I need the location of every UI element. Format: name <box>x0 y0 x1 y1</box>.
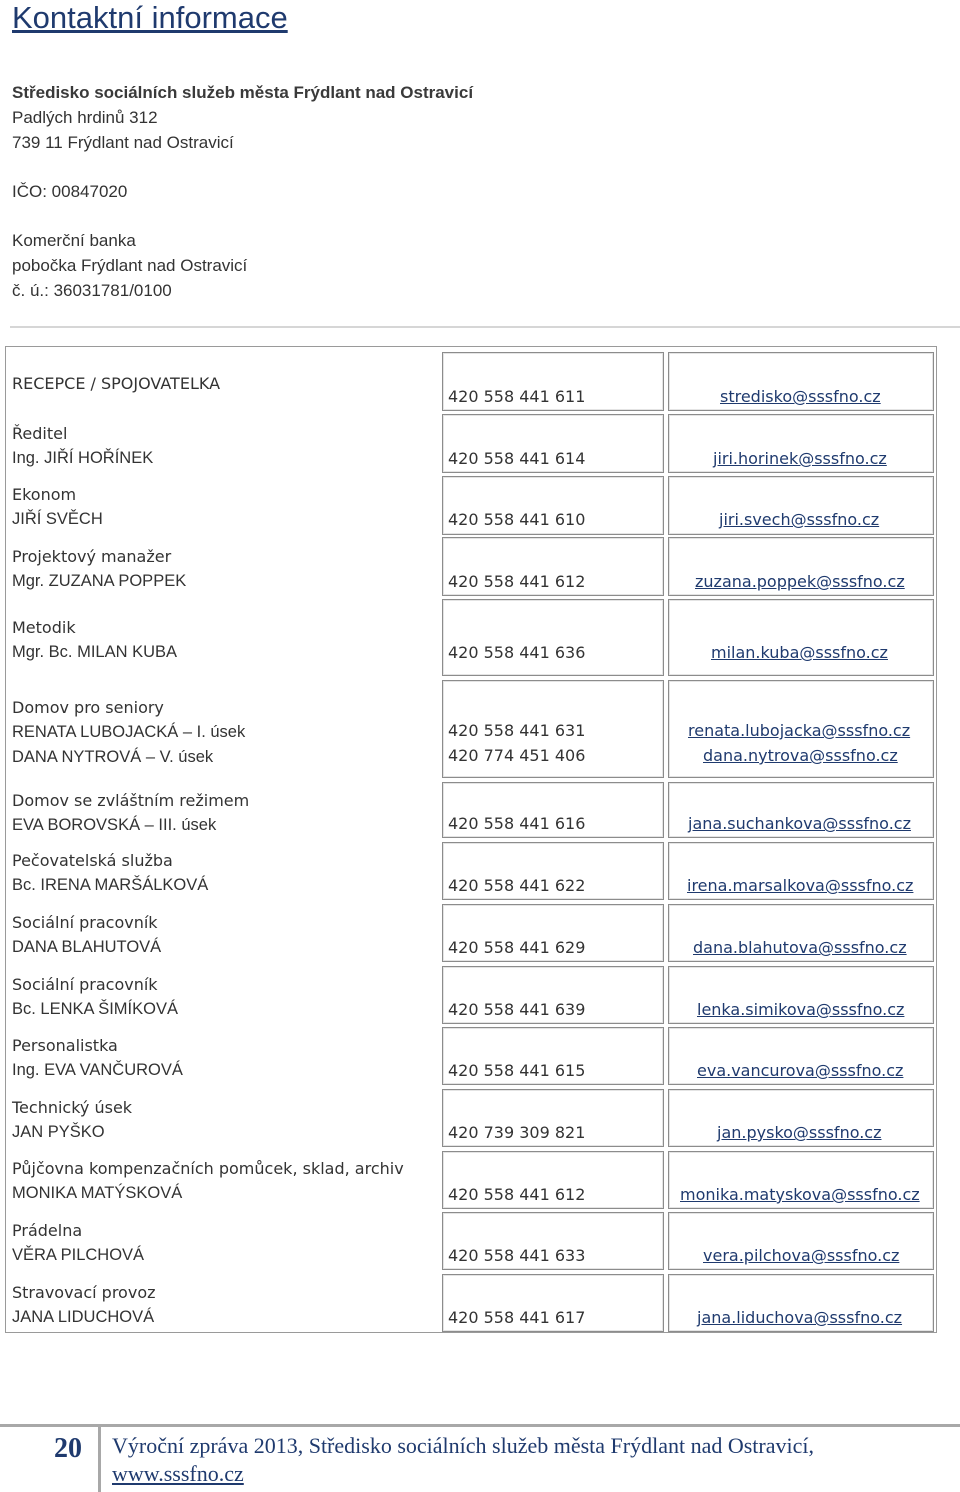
organization-city: 739 11 Frýdlant nad Ostravicí <box>12 133 234 152</box>
footer-divider <box>0 1424 960 1427</box>
table-row <box>12 615 177 665</box>
contact-name: JANA LIDUCHOVÁ <box>12 1308 155 1326</box>
contact-role: Personalistka <box>12 1036 118 1055</box>
contact-name: Mgr. Bc. MILAN KUBA <box>12 643 178 661</box>
footer-title: Výroční zpráva 2013, Středisko sociálních služeb města Frýdlant nad Ostravicí, <box>112 1433 814 1458</box>
contact-email[interactable]: milan.kuba@sssfno.cz <box>711 643 888 662</box>
contact-email[interactable]: jana.suchankova@sssfno.cz <box>688 814 911 833</box>
contact-phone: 420 558 441 610 <box>448 510 586 529</box>
contact-name: Ing. JIŘÍ HOŘÍNEK <box>12 449 154 467</box>
contact-email[interactable]: renata.lubojacka@sssfno.cz <box>688 721 911 740</box>
contact-phone: 420 558 441 615 <box>448 1061 586 1080</box>
table-row <box>12 1033 183 1083</box>
contact-name: VĚRA PILCHOVÁ <box>12 1246 145 1264</box>
contact-name: RENATA LUBOJACKÁ – I. úsek <box>12 723 246 741</box>
contact-phone: 420 774 451 406 <box>448 746 586 765</box>
table-row <box>12 1280 156 1330</box>
table-row <box>12 482 103 532</box>
contact-phone: 420 558 441 636 <box>448 643 586 662</box>
contact-role: Ředitel <box>12 424 68 443</box>
contact-email[interactable]: dana.nytrova@sssfno.cz <box>703 746 898 765</box>
contact-email[interactable]: jiri.horinek@sssfno.cz <box>713 449 887 468</box>
contact-phone: 420 558 441 611 <box>448 387 586 406</box>
contact-email[interactable]: dana.blahutova@sssfno.cz <box>693 938 907 957</box>
contact-role: Sociální pracovník <box>12 975 158 994</box>
contact-email[interactable]: zuzana.poppek@sssfno.cz <box>695 572 905 591</box>
contact-name: Ing. EVA VANČUROVÁ <box>12 1061 183 1079</box>
table-row <box>12 848 208 898</box>
organization-info <box>12 80 912 303</box>
organization-street: Padlých hrdinů 312 <box>12 108 158 127</box>
organization-bank: Komerční banka <box>12 231 136 250</box>
contact-phone: 420 739 309 821 <box>448 1123 586 1142</box>
table-row <box>12 1218 144 1268</box>
contact-name: DANA BLAHUTOVÁ <box>12 938 162 956</box>
organization-ico: IČO: 00847020 <box>12 182 128 201</box>
table-cell <box>442 599 664 676</box>
contact-email[interactable]: vera.pilchova@sssfno.cz <box>703 1246 900 1265</box>
table-row <box>12 371 220 396</box>
table-row <box>12 1156 404 1206</box>
contact-phone: 420 558 441 612 <box>448 572 586 591</box>
contact-name: Mgr. ZUZANA POPPEK <box>12 572 187 590</box>
table-row <box>12 788 249 838</box>
table-row <box>12 1095 132 1145</box>
contact-phone: 420 558 441 633 <box>448 1246 586 1265</box>
contact-phone: 420 558 441 631 <box>448 721 586 740</box>
contact-role: Metodik <box>12 618 76 637</box>
contact-phone: 420 558 441 616 <box>448 814 586 833</box>
footer-website-link[interactable]: www.sssfno.cz <box>112 1461 244 1486</box>
contact-role: RECEPCE / SPOJOVATELKA <box>12 374 221 393</box>
contact-role: Prádelna <box>12 1221 83 1240</box>
contact-name: Bc. IRENA MARŠÁLKOVÁ <box>12 876 209 894</box>
contact-role: Sociální pracovník <box>12 913 158 932</box>
organization-branch: pobočka Frýdlant nad Ostravicí <box>12 256 248 275</box>
contact-email[interactable]: eva.vancurova@sssfno.cz <box>697 1061 904 1080</box>
contact-phone: 420 558 441 612 <box>448 1185 586 1204</box>
contact-role: Projektový manažer <box>12 547 172 566</box>
contact-role: Technický úsek <box>12 1098 133 1117</box>
table-row <box>12 910 161 960</box>
organization-account: č. ú.: 36031781/0100 <box>12 281 172 300</box>
contact-email[interactable]: irena.marsalkova@sssfno.cz <box>687 876 914 895</box>
table-cell <box>668 599 934 676</box>
contact-phone: 420 558 441 639 <box>448 1000 586 1019</box>
contact-name: MONIKA MATÝSKOVÁ <box>12 1184 183 1202</box>
table-row <box>12 695 245 770</box>
contact-role: Ekonom <box>12 485 77 504</box>
contact-phone: 420 558 441 629 <box>448 938 586 957</box>
contact-phone: 420 558 441 614 <box>448 449 586 468</box>
page-number: 20 <box>54 1433 82 1464</box>
contact-email[interactable]: jan.pysko@sssfno.cz <box>717 1123 882 1142</box>
table-row <box>12 421 153 471</box>
table-row <box>12 544 186 594</box>
contact-name: Bc. LENKA ŠIMÍKOVÁ <box>12 1000 178 1018</box>
table-row <box>12 972 178 1022</box>
footer-vertical-divider <box>98 1427 101 1492</box>
contact-phone: 420 558 441 622 <box>448 876 586 895</box>
organization-name: Středisko sociálních služeb města Frýdlant nad Ostravicí <box>12 83 474 102</box>
contact-email[interactable]: stredisko@sssfno.cz <box>720 387 881 406</box>
contact-name: JIŘÍ SVĚCH <box>12 510 103 528</box>
contact-role: Půjčovna kompenzačních pomůcek, sklad, archiv <box>12 1159 404 1178</box>
contact-email[interactable]: lenka.simikova@sssfno.cz <box>697 1000 905 1019</box>
divider <box>10 326 960 328</box>
contact-role: Pečovatelská služba <box>12 851 173 870</box>
contact-role: Domov pro seniory <box>12 698 164 717</box>
contact-email[interactable]: jiri.svech@sssfno.cz <box>719 510 880 529</box>
contact-phone: 420 558 441 617 <box>448 1308 586 1327</box>
footer-caption <box>112 1432 952 1488</box>
contact-email[interactable]: jana.liduchova@sssfno.cz <box>697 1308 903 1327</box>
contact-name: EVA BOROVSKÁ – III. úsek <box>12 816 217 834</box>
contact-role: Stravovací provoz <box>12 1283 156 1302</box>
contact-role: Domov se zvláštním režimem <box>12 791 250 810</box>
page-title: Kontaktní informace <box>12 0 288 35</box>
contact-name: JAN PYŠKO <box>12 1123 105 1141</box>
contact-email[interactable]: monika.matyskova@sssfno.cz <box>680 1185 920 1204</box>
contact-name: DANA NYTROVÁ – V. úsek <box>12 748 214 766</box>
